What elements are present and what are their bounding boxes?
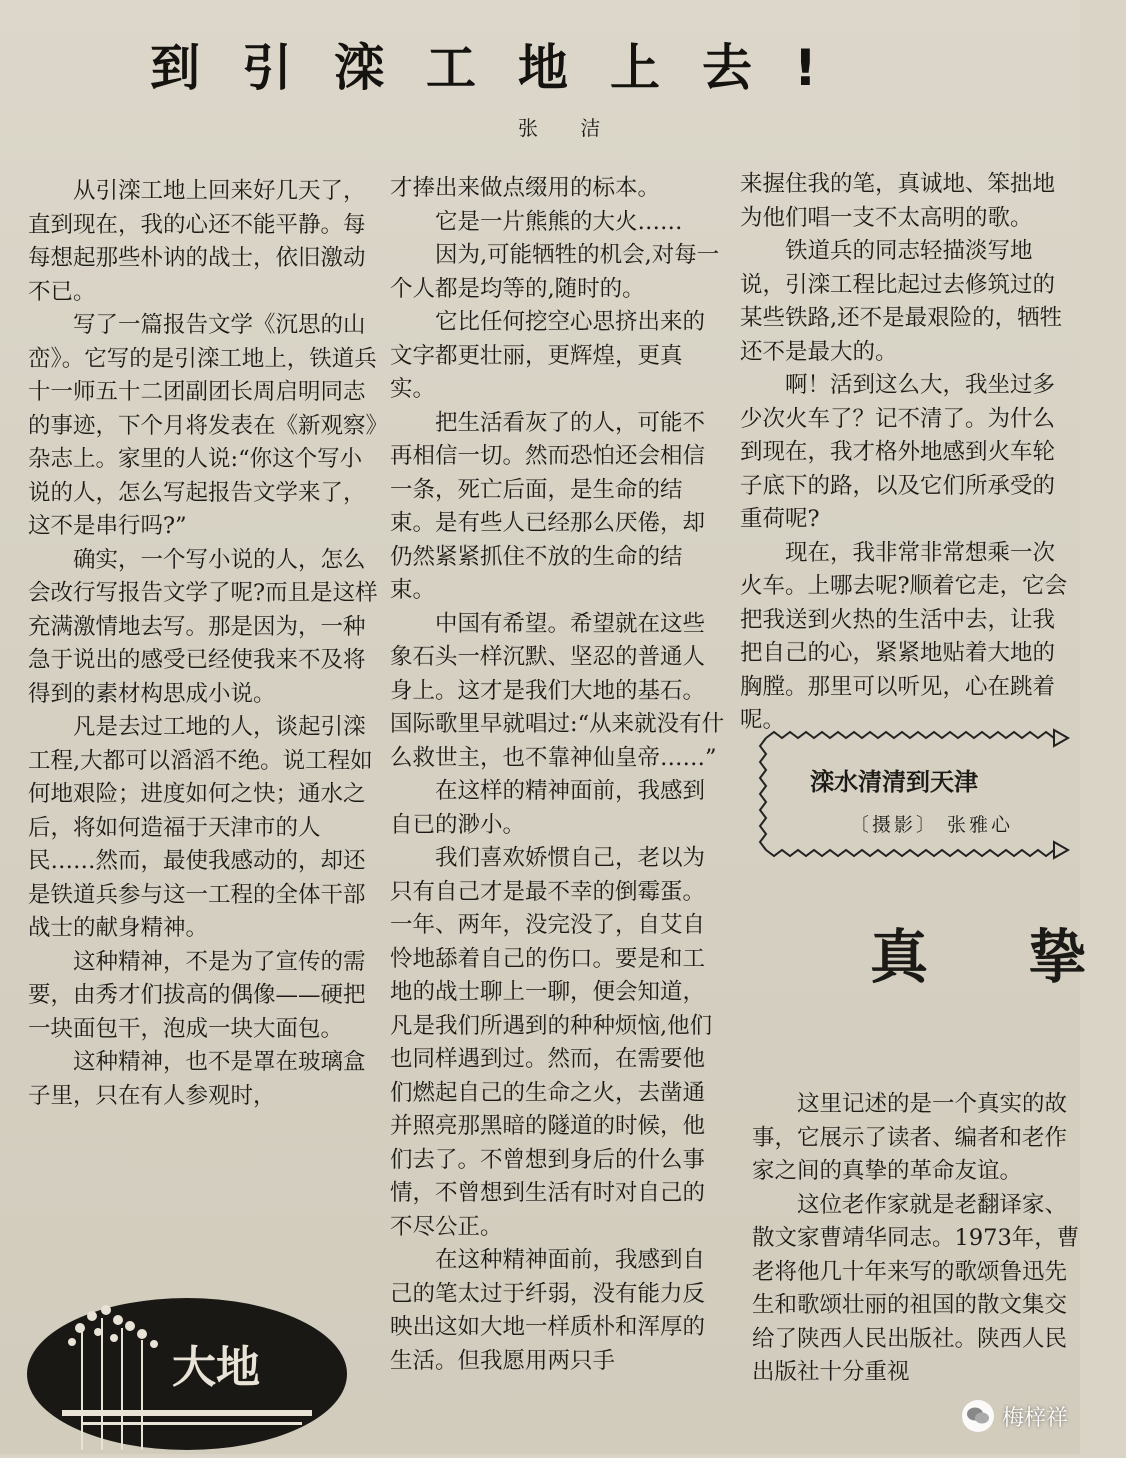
article-author: 张 洁 xyxy=(518,116,619,140)
paragraph: 它比任何挖空心思挤出来的文字都更壮丽，更辉煌，更真实。 xyxy=(390,309,706,402)
photo-caption-box xyxy=(758,730,1074,858)
watermark-text: 梅梓祥 xyxy=(1001,1405,1068,1431)
paragraph: 从引滦工地上回来好几天了，直到现在，我的心还不能平静。每每想起那些朴讷的战士，依旧激动不已。 xyxy=(28,178,366,305)
paragraph: 现在，我非常非常想乘一次火车。上哪去呢?顺着它走，它会把我送到火热的生活中去，让我把自己的心，紧紧地贴着大地的胸膛。那里可以听见，心在跳着呢。 xyxy=(740,539,1068,733)
paragraph: 这种精神，不是为了宣传的需要，由秀才们拔高的偶像——硬把一块面包干，泡成一块大面包。 xyxy=(28,948,366,1042)
paragraph: 啊！活到这么大，我坐过多少次火车了？记不清了。为什么到现在，我才格外地感到火车轮子底下的路，以及它们所承受的重荷呢? xyxy=(740,372,1056,532)
paragraph-continued: 来握住我的笔，真诚地、笨拙地为他们唱一支不太高明的歌。 xyxy=(740,171,1056,231)
wechat-icon xyxy=(962,1400,994,1432)
paragraph: 这位老作家就是老翻译家、散文家曹靖华同志。1973年，曹老将他几十年来写的歌颂鲁迅先生和歌颂壮丽的祖国的散文集交给了陕西人民出版社。陕西人民出版社十分重视 xyxy=(752,1191,1080,1385)
paragraph: 确实，一个写小说的人，怎么会改行写报告文学了呢?而且是这样充满激情地去写。那是因为，一种急于说出的感受已经使我来不及将得到的素材构思成小说。 xyxy=(28,546,378,707)
article2-column xyxy=(752,1088,1080,1390)
paragraph: 我们喜欢娇惯自己，老以为只有自己才是最不幸的倒霉蛋。一年、两年，没完没了，自艾自怜地舔着自己的伤口。要是和工地的战士聊上一聊，便会知道，凡是我们所遇到的种种烦恼,他们也同样遇到过。然而，在需要他们燃起自己的生命之火，去凿通并照亮那黑暗的隧道的时候，他们去了。不曾想到身后的什么事情，不曾想到生活有时对自己的不尽公正。 xyxy=(390,845,713,1240)
photo-credit: 〔摄影〕 张雅心 xyxy=(850,814,1014,836)
paragraph: 这种精神，也不是罩在玻璃盒子里，只在有人参观时， xyxy=(28,1049,366,1109)
paragraph: 把生活看灰了的人，可能不再相信一切。然而恐怕还会相信一条，死亡后面，是生命的结束。是有些人已经那么厌倦，却仍然紧紧抓住不放的生命的结束。 xyxy=(390,409,706,603)
article-column-1 xyxy=(28,175,380,1113)
paragraph: 因为,可能牺牲的机会,对每一个人都是均等的,随时的。 xyxy=(390,242,720,302)
article-title: 到引滦工地上去! xyxy=(150,39,859,97)
logo-text: 大地 xyxy=(172,1342,260,1393)
paragraph: 中国有希望。希望就在这些象石头一样沉默、坚忍的普通人身上。这才是我们大地的基石。国际歌里早就唱过:“从来就没有什么救世主，也不靠神仙皇帝……” xyxy=(390,610,725,771)
article-column-2 xyxy=(390,172,726,1378)
paragraph: 凡是去过工地的人，谈起引滦工程,大都可以滔滔不绝。说工程如何地艰险；进度如何之快；通水之后，将如何造福于天津市的人民……然而，最使我感动的，却还是铁道兵参与这一工程的全体干部战士的献身精神。 xyxy=(28,714,373,941)
paragraph: 写了一篇报告文学《沉思的山峦》。它写的是引滦工地上，铁道兵十一师五十二团副团长周启明同志的事迹，下个月将发表在《新观察》杂志上。家里的人说:“你这个写小说的人，怎么写起报告文学来了，这不是串行吗?” xyxy=(28,312,377,539)
paragraph-continued: 才捧出来做点缀用的标本。 xyxy=(390,175,661,201)
paragraph: 在这种精神面前，我感到自己的笔太过于纤弱，没有能力反映出这如大地一样质朴和浑厚的生活。但我愿用两只手 xyxy=(390,1247,706,1374)
article2-title: 真 挚 xyxy=(870,923,1126,991)
photo-title: 滦水清清到天津 xyxy=(810,768,978,796)
dadi-section-logo xyxy=(22,1270,352,1454)
wechat-watermark xyxy=(962,1396,1068,1436)
paragraph: 它是一片熊熊的大火…… xyxy=(435,208,683,235)
paragraph: 铁道兵的同志轻描淡写地说，引滦工程比起过去修筑过的某些铁路,还不是最艰险的，牺牲还不是最大的。 xyxy=(740,238,1063,365)
article-column-3 xyxy=(740,168,1070,738)
paragraph: 这里记述的是一个真实的故事，它展示了读者、编者和老作家之间的真挚的革命友谊。 xyxy=(752,1091,1068,1184)
paragraph: 在这样的精神面前，我感到自已的渺小。 xyxy=(390,778,706,838)
